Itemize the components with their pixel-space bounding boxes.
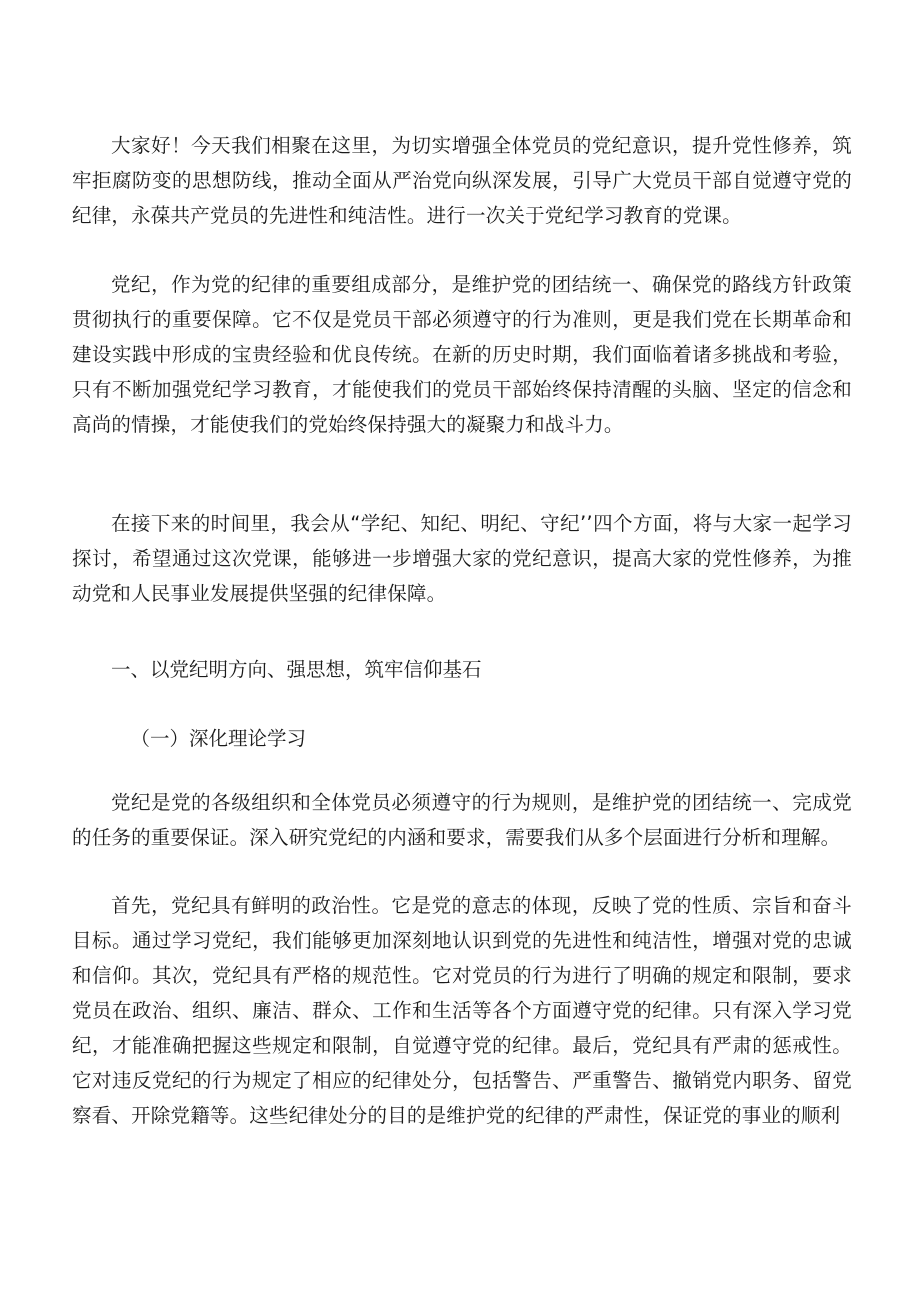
paragraph-characteristics: 首先，党纪具有鲜明的政治性。它是党的意志的体现，反映了党的性质、宗旨和奋斗目标。通过学习党纪，我们能够更加深刻地认识到党的先进性和纯洁性，增强对党的忠诚和信仰。其次，党纪具有严格的规范性。它对党员的行为进行了明确的规定和限制，要求党员在政治、组织、廉洁、群众、工作和生活等各个方面遵守党的纪律。只有深入学习党纪，才能准确把握这些规定和限制，自觉遵守党的纪律。最后，党纪具有严肃的惩戒性。它对违反党纪的行为规定了相应的纪律处分，包括警告、严重警告、撤销党内职务、留党察看、开除党籍等。这些纪律处分的目的是维护党的纪律的严肃性，保证党的事业的顺利 bbox=[72, 894, 852, 1127]
subsection-heading-1: （一）深化理论学习 bbox=[130, 727, 307, 750]
intro-paragraph: 大家好！今天我们相聚在这里，为切实增强全体党员的党纪意识，提升党性修养，筑牢拒腐防变的思想防线，推动全面从严治党向纵深发展，引导广大党员干部自觉遵守党的纪律，永葆共产党员的先进性和纯洁性。进行一次关于党纪学习教育的党课。 bbox=[72, 134, 852, 227]
paragraph-next-steps: 在接下来的时间里，我会从“学纪、知纪、明纪、守纪’’四个方面，将与大家一起学习探讨，希望通过这次党课，能够进一步增强大家的党纪意识，提高大家的党性修养，为推动党和人民事业发展提供坚强的纪律保障。 bbox=[72, 512, 852, 605]
paragraph-definition: 党纪是党的各级组织和全体党员必须遵守的行为规则，是维护党的团结统一、完成党的任务的重要保证。深入研究党纪的内涵和要求，需要我们从多个层面进行分析和理解。 bbox=[72, 791, 852, 849]
paragraph-party-discipline: 党纪，作为党的纪律的重要组成部分，是维护党的团结统一、确保党的路线方针政策贯彻执行的重要保障。它不仅是党员干部必须遵守的行为准则，更是我们党在长期革命和建设实践中形成的宝贵经验和优良传统。在新的历史时期，我们面临着诸多挑战和考验，只有不断加强党纪学习教育，才能使我们的党员干部始终保持清醒的头脑、坚定的信念和高尚的情操，才能使我们的党始终保持强大的凝聚力和战斗力。 bbox=[72, 273, 852, 436]
section-heading-1: 一、以党纪明方向、强思想，筑牢信仰基石 bbox=[111, 658, 482, 681]
